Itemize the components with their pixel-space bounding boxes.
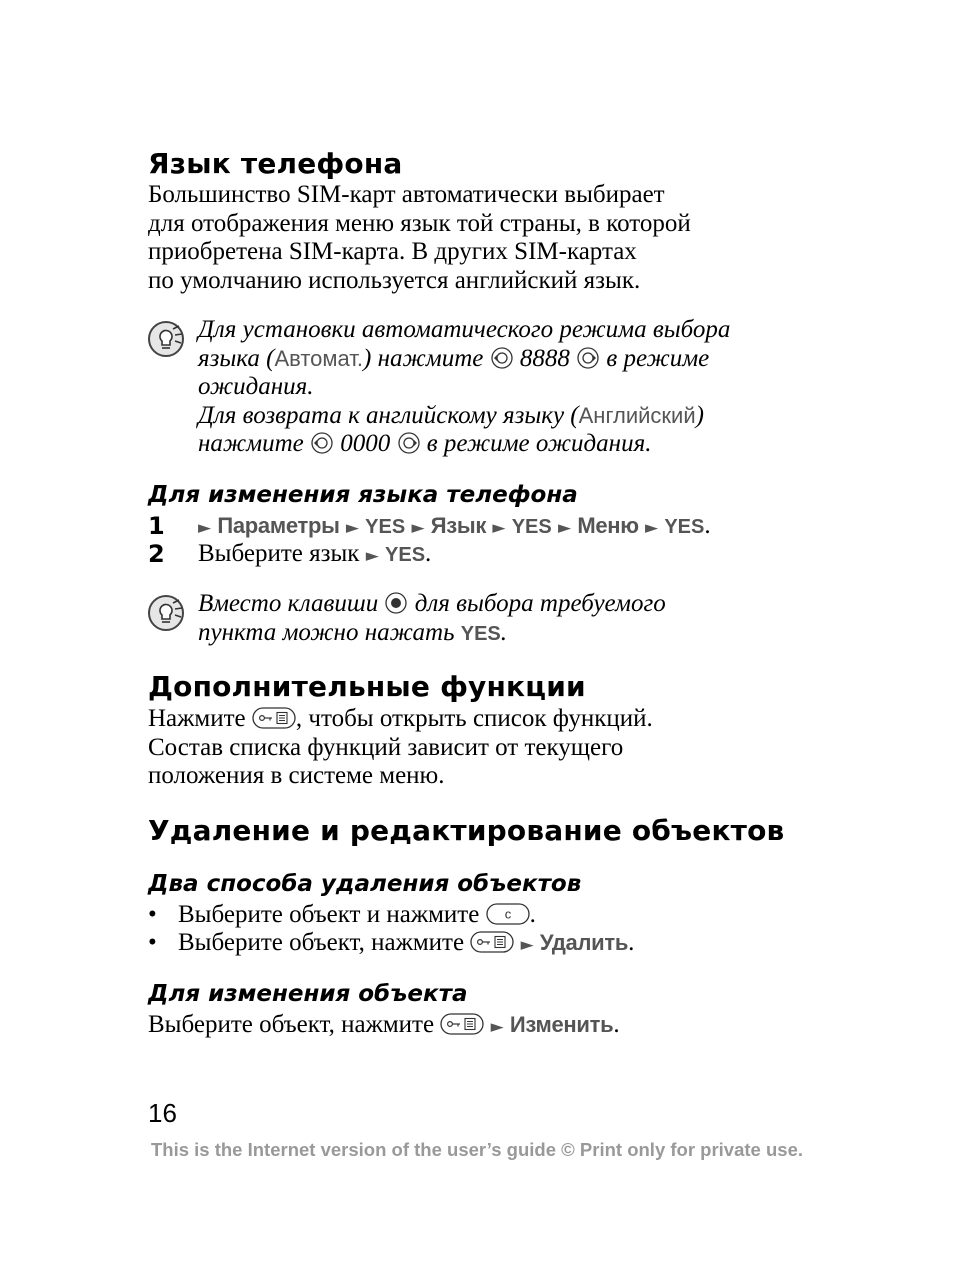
arrow-icon: ► [492,518,506,538]
arrow-icon: ► [557,518,572,538]
footer-notice: This is the Internet version of the user’s guide © Print only for private use. [150,1139,803,1160]
navigation-key-left-icon [310,431,334,455]
arrow-icon: ► [520,935,534,955]
navigation-key-center-icon [384,591,408,615]
step-1-path: ► Параметры ► YES ► Язык ► YES ► Меню ► YES. [198,512,711,539]
options-key-icon [470,931,514,953]
arrow-icon: ► [645,518,659,538]
arrow-icon: ► [198,518,212,538]
page-number: 16 [148,1098,177,1128]
arrow-icon: ► [365,546,379,566]
options-key-icon [252,707,296,729]
menu-item-automat: Автомат. [274,345,364,371]
navigation-key-left-icon [490,346,514,370]
heading-phone-language: Язык телефона [148,147,403,180]
heading-change-language: Для изменения языка телефона [148,482,578,508]
heading-delete-edit: Удаление и редактирование объектов [148,814,785,847]
arrow-icon: ► [345,518,359,538]
menu-item-edit: Изменить [509,1012,614,1037]
step-number: 2 [148,540,165,568]
step-2-text: Выберите язык ► YES. [198,540,432,567]
extra-functions-paragraph: Нажмите , чтобы открыть список функций. Состав списка функций зависит от текущего положения в системе меню. [148,705,653,789]
delete-method-2: Выберите объект, нажмите ► Удалить. [178,929,635,956]
bullet: • [148,901,157,928]
clear-key-icon [486,903,530,925]
lightbulb-tip-icon [146,318,188,360]
phone-language-paragraph: Большинство SIM-карт автоматически выбирает для отображения меню язык той страны, в которой приобретена SIM-карта. В других SIM-картах по умолчанию используется английский язык. [148,181,691,294]
heading-extra-functions: Дополнительные функции [148,670,586,703]
arrow-icon: ► [490,1017,504,1037]
bullet: • [148,929,157,956]
arrow-icon: ► [411,518,425,538]
tip-auto-language: Для установки автоматического режима выбора языка (Автомат.) нажмите 8888 в режиме ожидания. Для возврата к английскому языку (Английский) нажмите 0000 в режиме ожидания. [198,316,731,457]
menu-item-english: Английский [578,402,696,428]
step-number: 1 [148,512,165,540]
heading-edit-object: Для изменения объекта [148,981,468,1007]
edit-object-text: Выберите объект, нажмите ► Изменить. [148,1011,620,1038]
menu-item-delete: Удалить [539,930,629,955]
lightbulb-tip-icon [146,592,188,634]
navigation-key-right-icon [576,346,600,370]
tip-yes-key: Вместо клавиши для выбора требуемого пункта можно нажать YES. [198,590,666,646]
svg-text:c: c [504,906,511,922]
delete-method-1: Выберите объект и нажмите c . [178,901,536,928]
heading-two-ways-delete: Два способа удаления объектов [148,871,582,897]
navigation-key-right-icon [397,431,421,455]
options-key-icon [440,1013,484,1035]
